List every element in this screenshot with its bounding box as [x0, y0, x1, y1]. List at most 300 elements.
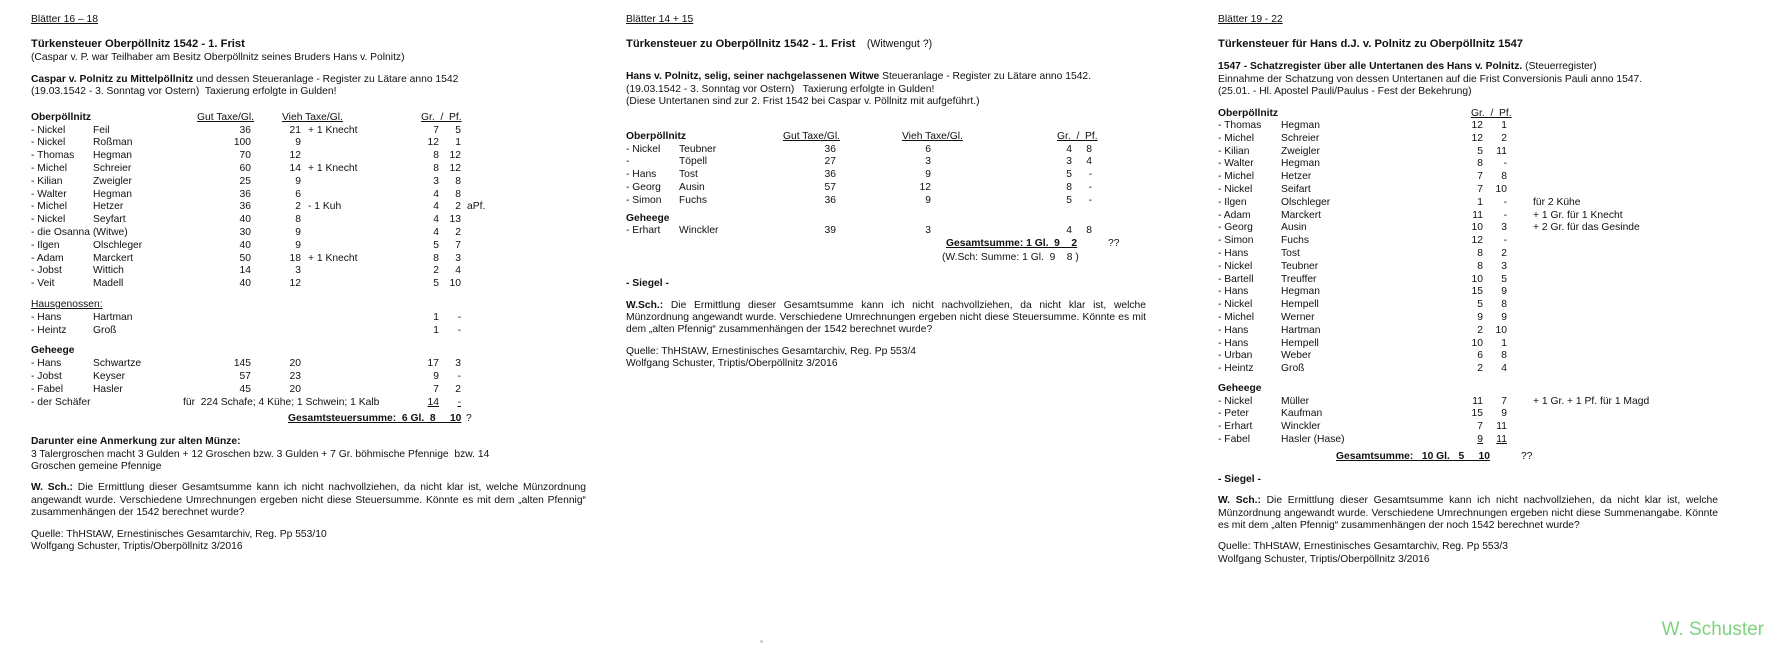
row-name: Groß [93, 324, 117, 336]
cell-gut: 39 [824, 225, 836, 237]
table-row [1218, 133, 1718, 146]
recalc-sum: (W.Sch: Summe: 1 Gl. 9 8 ) [942, 252, 1079, 264]
cell-pf: 2 [455, 226, 461, 238]
row-name: Kaufman [1281, 408, 1323, 420]
row-prefix: - Peter [1218, 408, 1249, 420]
cell-gr: 7 [433, 124, 439, 136]
cell-gut: 40 [239, 239, 251, 251]
section-heading: Geheege [1218, 382, 1262, 394]
row-name: Hegman [1281, 119, 1320, 131]
cell-gut: 57 [239, 370, 251, 382]
cell-gut: 30 [239, 226, 251, 238]
cell-gr: 11 [1472, 395, 1483, 407]
row-name: Hetzer [93, 201, 124, 213]
table-row [626, 195, 1146, 208]
cell-gr: 4 [1066, 225, 1072, 237]
intro-line-3: (25.01. - Hl. Apostel Pauli/Paulus - Fest der Bekehrung) [1218, 86, 1472, 98]
cell-gr: 8 [1477, 158, 1483, 170]
cell-gut: 40 [239, 278, 251, 290]
row-prefix: - Urban [1218, 350, 1253, 362]
row-name: Hartman [93, 311, 133, 323]
intro-line-3: (Diese Untertanen sind zur 2. Frist 1542 bei Caspar v. Pöllnitz mit aufgeführt.) [626, 96, 980, 108]
cell-gr: 2 [1477, 363, 1483, 375]
row-name: Werner [1281, 311, 1315, 323]
cell-note: - 1 Kuh [308, 201, 342, 213]
cell-pf: 2 [455, 201, 461, 213]
row-name: Töpell [679, 156, 708, 168]
cell-note: + 1 Knecht [308, 124, 358, 136]
row-prefix: - Jobst [31, 370, 62, 382]
table-row [31, 397, 586, 410]
cell-vieh: 12 [289, 150, 301, 162]
cell-vieh: 20 [289, 358, 301, 370]
row-prefix: - Ilgen [1218, 196, 1247, 208]
row-prefix: - Georg [1218, 222, 1253, 234]
table-row [31, 325, 586, 338]
comment-text: Die Ermittlung dieser Gesamtsumme kann ich nicht nachvollziehen, da nicht klar ist, welche Münzordnung angewandt wurde. Verschiedene Umrechnungen ergeben nicht diese Steuersumme. Könnte es mit dem „alten Pfennig“ zusammenhängen der 1542 berechnet wurde? [626, 299, 1146, 336]
author-line: Wolfgang Schuster, Triptis/Oberpöllnitz 3/2016 [31, 541, 243, 553]
cell-note: + 1 Knecht [308, 162, 358, 174]
cell-gr: 2 [1477, 324, 1483, 336]
table-row [31, 265, 586, 278]
tax-table-1 [31, 112, 586, 410]
cell-gr: 12 [1471, 235, 1483, 247]
cell-pf: - [457, 396, 461, 408]
author-line: Wolfgang Schuster, Triptis/Oberpöllnitz 3/2016 [1218, 553, 1430, 565]
cell-gut: 25 [239, 175, 251, 187]
row-prefix: - Bartell [1218, 273, 1254, 285]
comment-label: W.Sch.: [626, 299, 664, 311]
note-line-2: Groschen gemeine Pfennige [31, 461, 162, 473]
row-name: Madell [93, 278, 124, 290]
table-header [31, 112, 586, 125]
table-header [626, 131, 1146, 144]
row-name: Winckler [679, 225, 719, 237]
row-prefix: - Walter [1218, 158, 1254, 170]
comment-paragraph [626, 300, 1146, 337]
row-prefix: - Thomas [31, 150, 75, 162]
cell-gr: 3 [1066, 156, 1072, 168]
row-prefix: - Adam [1218, 209, 1251, 221]
cell-vieh: 20 [289, 383, 301, 395]
intro-bold: Hans v. Polnitz, selig, seiner nachgelassenen Witwe [626, 71, 880, 83]
comment-paragraph [31, 482, 586, 519]
table-row [31, 358, 586, 371]
row-name: Roßman [93, 137, 133, 149]
cell-pf: 3 [455, 358, 461, 370]
seal-note: - Siegel - [626, 278, 669, 290]
table-row [31, 253, 586, 266]
row-prefix: - Adam [31, 252, 64, 264]
col-gut-header: Gut Taxe/Gl. [197, 111, 255, 123]
cell-vieh: 14 [289, 162, 301, 174]
cell-vieh: 3 [925, 225, 931, 237]
cell-pf: 8 [1501, 299, 1507, 311]
table-row [31, 137, 586, 150]
cell-gr: 9 [1477, 311, 1483, 323]
row-name: Weber [1281, 350, 1312, 362]
cell-vieh: 6 [295, 188, 301, 200]
row-name: Olschleger [1281, 196, 1331, 208]
section-heading: Geheege [626, 212, 670, 224]
cell-pf: - [1503, 158, 1507, 170]
cell-note: + 1 Knecht [308, 252, 358, 264]
author-line: Wolfgang Schuster, Triptis/Oberpöllnitz 3/2016 [626, 358, 838, 370]
section-heading: Oberpöllnitz [626, 130, 687, 142]
cell-vieh: 3 [295, 265, 301, 277]
cell-note: für 2 Kühe [1533, 196, 1581, 208]
row-name: Hetzer [1281, 171, 1312, 183]
cell-gr: 15 [1471, 286, 1483, 298]
intro-line-2: (19.03.1542 - 3. Sonntag vor Ostern) Taxierung erfolgte in Gulden! [31, 86, 337, 98]
row-prefix: - Nickel [1218, 299, 1253, 311]
row-name: Hegman [1281, 158, 1320, 170]
subtitle: (Caspar v. P. war Teilhaber am Besitz Oberpöllnitz seines Bruders Hans v. Polnitz) [31, 52, 405, 64]
row-prefix: - Erhart [1218, 421, 1253, 433]
table-row [626, 156, 1146, 169]
row-name: Groß [1281, 363, 1305, 375]
row-prefix: - Nickel [31, 124, 66, 136]
cell-gr: 4 [433, 226, 439, 238]
total-label: Gesamtsumme: 10 Gl. 5 10 [1336, 450, 1490, 462]
row-name: Zweigler [93, 175, 132, 187]
col-vieh-header: Vieh Taxe/Gl. [902, 130, 963, 142]
row-prefix: - Hans [1218, 247, 1249, 259]
cell-pf: 3 [455, 252, 461, 264]
page-title [626, 37, 1146, 52]
row-prefix: - Ilgen [31, 239, 60, 251]
row-prefix: - Georg [626, 181, 661, 193]
row-prefix: - Hans [626, 169, 657, 181]
table-row [1218, 312, 1718, 325]
cell-gr: 5 [433, 239, 439, 251]
document-page-2 [626, 14, 1146, 371]
table-row [1218, 408, 1718, 421]
row-name: Tost [1281, 247, 1300, 259]
cell-note: + 1 Gr. + 1 Pf. für 1 Magd [1533, 395, 1650, 407]
row-name: Seyfart [93, 214, 126, 226]
cell-pf: 1 [1501, 337, 1507, 349]
cell-gr: 5 [1066, 194, 1072, 206]
cell-pf: 7 [1501, 395, 1507, 407]
cell-pf: 12 [449, 162, 461, 174]
total-label: Gesamtsumme: 1 Gl. 9 2 [946, 238, 1078, 250]
title-text: Türkensteuer zu Oberpöllnitz 1542 - 1. Frist [626, 38, 856, 51]
intro-line-2: (19.03.1542 - 3. Sonntag vor Ostern) Taxierung erfolgte in Gulden! [626, 83, 935, 95]
row-prefix: - Heintz [31, 324, 67, 336]
cell-gr: 10 [1471, 337, 1483, 349]
row-prefix: - Walter [31, 188, 67, 200]
cell-gr: 4 [1066, 143, 1072, 155]
table-row [1218, 299, 1718, 312]
cell-gr: 1 [1477, 196, 1483, 208]
row-name: Hegman [1281, 286, 1320, 298]
col-grpf-header: Gr. / Pf. [421, 111, 462, 123]
cell-pf: 5 [1501, 273, 1507, 285]
cell-pf: 8 [1086, 225, 1092, 237]
cell-gr: 11 [1472, 209, 1483, 221]
cell-gut: 27 [824, 156, 836, 168]
cell-gr: 4 [433, 201, 439, 213]
table-row [1218, 210, 1718, 223]
cell-vieh: 9 [295, 137, 301, 149]
row-prefix: - Veit [31, 278, 55, 290]
table-row [1218, 197, 1718, 210]
table-row [1218, 286, 1718, 299]
cell-vieh: 12 [919, 181, 931, 193]
table-row [31, 371, 586, 384]
section-heading: Oberpöllnitz [1218, 107, 1279, 119]
cell-gr: 4 [433, 188, 439, 200]
cell-gut: 57 [824, 181, 836, 193]
row-prefix: - [626, 156, 630, 168]
cell-gr: 2 [433, 265, 439, 277]
sheet-reference: Blätter 16 – 18 [31, 14, 98, 25]
table-row [1218, 434, 1718, 447]
table-row [31, 240, 586, 253]
page-title: Türkensteuer für Hans d.J. v. Polnitz zu Oberpöllnitz 1547 [1218, 38, 1524, 51]
table-row [1218, 120, 1718, 133]
row-prefix: - Hans [31, 311, 62, 323]
total-sum [1218, 451, 1718, 465]
intro-line [626, 71, 1146, 83]
table-row [1218, 421, 1718, 434]
cell-pf: 4 [1086, 156, 1092, 168]
table-row [1218, 325, 1718, 338]
recalc-sum-row [626, 252, 1146, 265]
col-grpf-header: Gr. / Pf. [1057, 130, 1098, 142]
cell-gr: 3 [433, 175, 439, 187]
table-row [31, 384, 586, 397]
author-watermark: W. Schuster [1661, 619, 1764, 640]
row-name: Marckert [1281, 209, 1322, 221]
comment-text: Die Ermittlung dieser Gesamtsumme kann ich nicht nachvollziehen, da nicht klar ist, welche Münzordnung angewandt wurde. Verschiedene Umrechnungen ergeben nicht diese Steuersumme. Könnte es mit dem „alten Pfennig“ zusammenhängen der 1542 berechnet wurde? [31, 482, 586, 519]
cell-vieh: 9 [925, 194, 931, 206]
cell-pf: - [1503, 209, 1507, 221]
row-name: - der Schäfer [31, 396, 91, 408]
row-name: Hegman [93, 150, 132, 162]
cell-gr: 1 [433, 324, 439, 336]
title-extra: (Witwengut ?) [866, 38, 933, 51]
cell-gr: 7 [1477, 171, 1483, 183]
row-name: Ausin [679, 181, 705, 193]
row-prefix: - Nickel [626, 143, 661, 155]
cell-gr: 7 [1477, 421, 1483, 433]
cell-gut: 45 [239, 383, 251, 395]
cell-vieh: 3 [925, 156, 931, 168]
cell-note: + 1 Gr. für 1 Knecht [1533, 209, 1623, 221]
row-name: Seifart [1281, 183, 1311, 195]
cell-pf: 12 [449, 150, 461, 162]
cell-vieh: 12 [289, 278, 301, 290]
cell-gr: 4 [433, 214, 439, 226]
table-row [1218, 261, 1718, 274]
cell-gr: 8 [1066, 181, 1072, 193]
row-name: Winckler [1281, 421, 1321, 433]
row-prefix: - Fabel [1218, 434, 1251, 446]
cell-gr: 8 [433, 252, 439, 264]
table-row [31, 189, 586, 202]
intro-rest: (Steuerregister) [1522, 61, 1597, 73]
table-row [1218, 338, 1718, 351]
row-prefix: - Thomas [1218, 119, 1262, 131]
source-line: Quelle: ThHStAW, Ernestinisches Gesamtarchiv, Reg. Pp 553/4 [626, 345, 916, 357]
cell-pf: 4 [1501, 363, 1507, 375]
row-note: für 224 Schafe; 4 Kühe; 1 Schwein; 1 Kalb [183, 396, 380, 408]
cell-pf: 13 [449, 214, 461, 226]
intro-line [31, 74, 586, 86]
row-name: Teubner [1281, 260, 1319, 272]
cell-gr: 5 [1066, 169, 1072, 181]
row-name: Zweigler [1281, 145, 1320, 157]
tax-table-3 [1218, 108, 1718, 447]
cell-pf: 2 [455, 383, 461, 395]
sheet-reference: Blätter 19 - 22 [1218, 14, 1283, 25]
row-name: Schwartze [93, 358, 142, 370]
cell-gr: 9 [1477, 434, 1483, 446]
row-prefix: - Simon [626, 194, 662, 206]
cell-gut: 100 [233, 137, 251, 149]
cell-gut: 36 [239, 201, 251, 213]
row-prefix: - Jobst [31, 265, 62, 277]
row-prefix: - Michel [31, 162, 68, 174]
table-row [1218, 158, 1718, 171]
row-name: Marckert [93, 252, 134, 264]
cell-pf: 9 [1501, 286, 1507, 298]
cell-gr: 6 [1477, 350, 1483, 362]
cell-gut: 36 [824, 143, 836, 155]
cell-gr: 8 [433, 150, 439, 162]
cell-gr: 8 [1477, 247, 1483, 259]
cell-pf: 8 [1501, 171, 1507, 183]
table-row [31, 163, 586, 176]
table-row [31, 150, 586, 163]
row-name: Schreier [1281, 132, 1320, 144]
cell-pf: 8 [1086, 143, 1092, 155]
comment-text: Die Ermittlung dieser Gesamtsumme kann ich nicht nachvollziehen, da nicht klar ist, welche Münzordnung angewandt wurde. Verschiedene Umrechnungen ergeben nicht diese Summenangabe. Könnte es mit dem „alten Pfennig“ zusammenhängen der noch 1542 berechnet wurde? [1218, 495, 1719, 532]
table-row [1218, 235, 1718, 248]
table-header [1218, 108, 1718, 120]
comment-label: W. Sch.: [31, 482, 73, 494]
cell-pf: - [457, 324, 461, 336]
col-vieh-header: Vieh Taxe/Gl. [282, 111, 343, 123]
cell-pf: 1 [1501, 119, 1507, 131]
cell-pf: - [1088, 181, 1092, 193]
row-prefix: - Kilian [1218, 145, 1250, 157]
row-name: Hartman [1281, 324, 1321, 336]
row-name: Tost [679, 169, 698, 181]
cell-vieh: 9 [295, 239, 301, 251]
total-question: ?? [1521, 450, 1533, 462]
cell-gut: 40 [239, 214, 251, 226]
table-row [626, 225, 1146, 238]
comment-paragraph [1218, 495, 1718, 532]
cell-gr: 17 [427, 358, 439, 370]
cell-gr: 10 [1471, 222, 1483, 234]
seal-note: - Siegel - [1218, 473, 1261, 485]
table-row [1218, 363, 1718, 376]
row-prefix: - Hans [1218, 324, 1249, 336]
cell-pf: - [457, 370, 461, 382]
section-heading: Geheege [31, 345, 75, 357]
row-prefix: - Hans [31, 358, 62, 370]
row-name: Müller [1281, 395, 1310, 407]
row-name: Hempell [1281, 299, 1319, 311]
page-title: Türkensteuer Oberpöllnitz 1542 - 1. Frist [31, 38, 245, 51]
intro-rest: und dessen Steueranlage - Register zu Lätare anno 1542 [193, 73, 459, 85]
row-name: Ausin [1281, 222, 1307, 234]
table-row [31, 214, 586, 227]
cell-pf: 4 [455, 265, 461, 277]
total-question: ?? [1108, 238, 1120, 250]
table-row [31, 278, 586, 291]
row-prefix: - die Osanna (Witwe) [31, 226, 128, 238]
cell-gut: 60 [239, 162, 251, 174]
table-row [1218, 222, 1718, 235]
cell-gut: 50 [239, 252, 251, 264]
row-name: Schreier [93, 162, 132, 174]
intro-line-2: Einnahme der Schatzung von dessen Untertanen auf die Frist Conversionis Pauli anno 1547. [1218, 73, 1643, 85]
source-line: Quelle: ThHStAW, Ernestinisches Gesamtarchiv, Reg. Pp 553/3 [1218, 541, 1508, 553]
table-row [31, 227, 586, 240]
cell-gr: 9 [433, 370, 439, 382]
table-row [626, 169, 1146, 182]
cell-pf: 2 [1501, 132, 1507, 144]
table-row [626, 182, 1146, 195]
row-prefix: - Fabel [31, 383, 64, 395]
cell-pf: 10 [449, 278, 461, 290]
cell-pf: 7 [455, 239, 461, 251]
row-prefix: - Nickel [1218, 395, 1253, 407]
cell-pf: - [1503, 235, 1507, 247]
table-row [1218, 248, 1718, 261]
note-line-1: 3 Talergroschen macht 3 Gulden + 12 Groschen bzw. 3 Gulden + 7 Gr. böhmische Pfennige bzw. 14 [31, 448, 490, 460]
cell-vieh: 8 [295, 214, 301, 226]
cell-gr: 7 [433, 383, 439, 395]
table-row [1218, 274, 1718, 287]
cell-vieh: 2 [295, 201, 301, 213]
document-page-1 [31, 14, 586, 553]
row-name: Teubner [679, 143, 717, 155]
table-row [31, 176, 586, 189]
cell-pf: - [1503, 196, 1507, 208]
cell-gr: 5 [433, 278, 439, 290]
table-row [1218, 350, 1718, 363]
cell-note: + 2 Gr. für das Gesinde [1533, 222, 1640, 234]
tax-table-2 [626, 131, 1146, 239]
cell-pf: 11 [1496, 421, 1507, 433]
table-row [31, 312, 586, 325]
row-name: Hegman [93, 188, 132, 200]
cell-pf: 3 [1501, 260, 1507, 272]
intro-bold: 1547 - Schatzregister über alle Untertanen des Hans v. Polnitz. [1218, 61, 1523, 73]
row-name: Hasler (Hase) [1281, 434, 1345, 446]
cell-gut: 36 [239, 124, 251, 136]
row-name: Fuchs [1281, 235, 1310, 247]
total-question: ? [466, 413, 472, 425]
cell-vieh: 23 [289, 370, 301, 382]
cell-gr: 14 [427, 396, 439, 408]
row-name: Hasler [93, 383, 123, 395]
row-name: Keyser [93, 370, 126, 382]
row-prefix: - Nickel [1218, 183, 1253, 195]
cell-pf: 1 [455, 137, 461, 149]
row-prefix: - Nickel [31, 137, 66, 149]
row-name: Wittich [93, 265, 124, 277]
table-row [1218, 396, 1718, 409]
cell-pf: 8 [455, 188, 461, 200]
cell-vieh: 6 [925, 143, 931, 155]
